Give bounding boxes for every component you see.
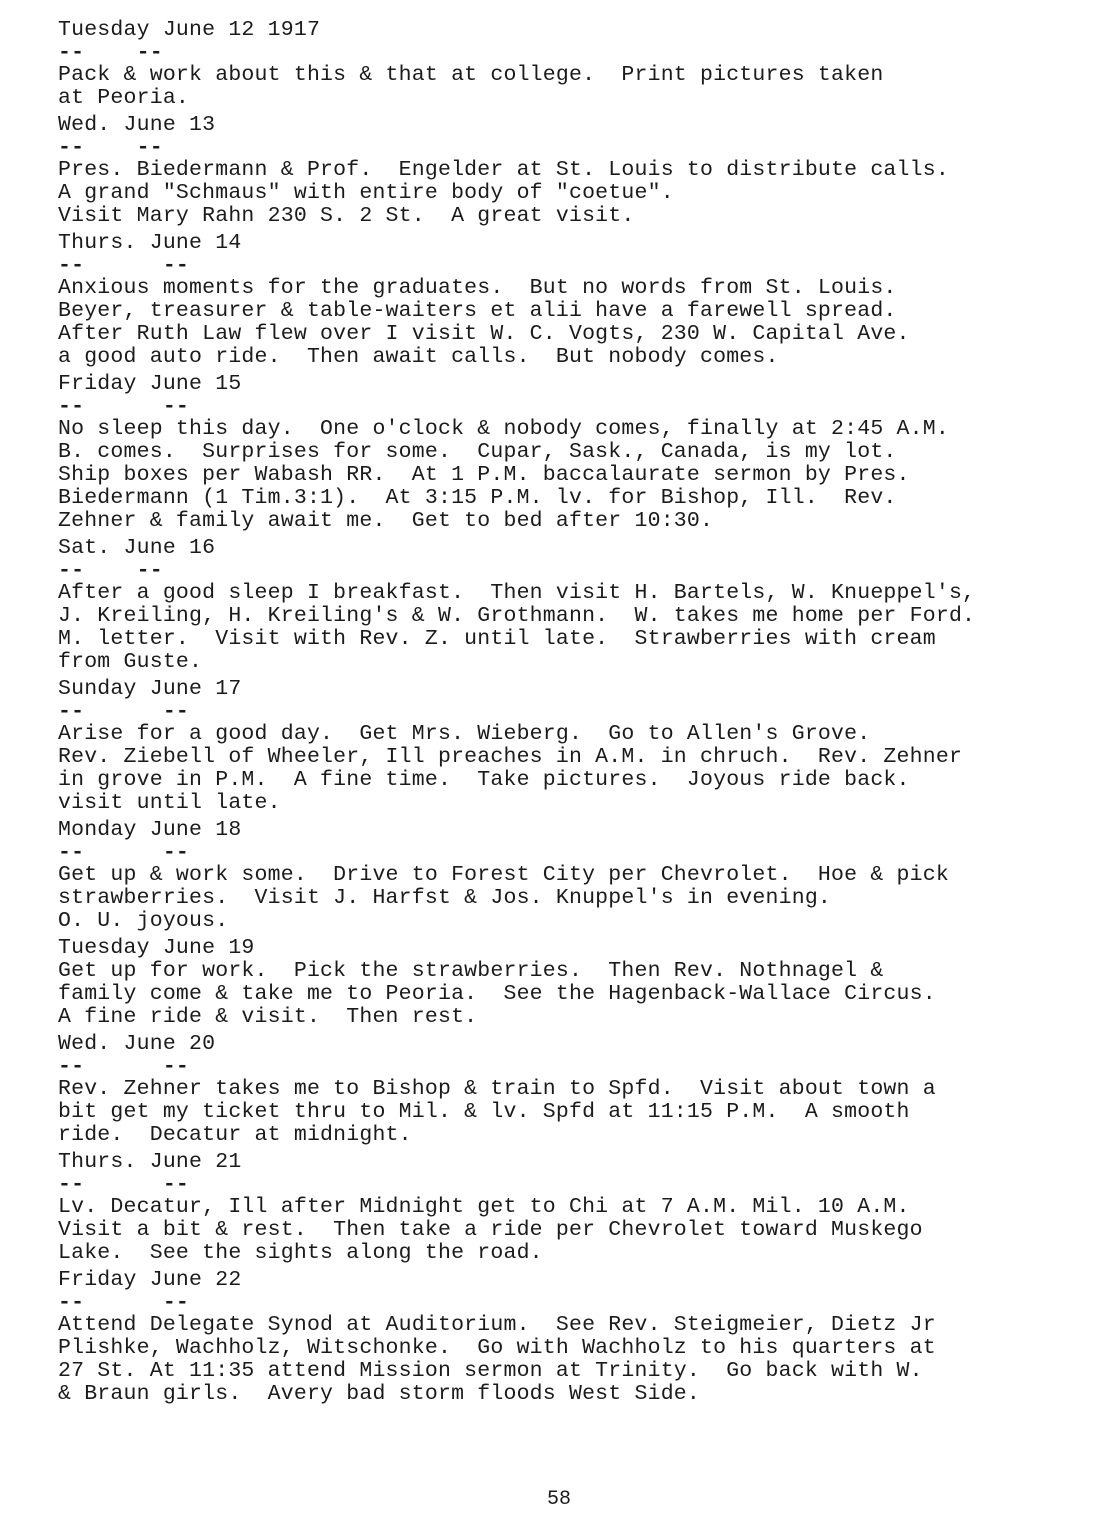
entry-date: Wed. June 20 — [58, 1032, 216, 1056]
diary-entry — [58, 818, 1088, 933]
entry-line: at Peoria. — [58, 86, 190, 110]
entry-line: Plishke, Wachholz, Witschonke. Go with Wachholz to his quarters at — [58, 1336, 936, 1360]
entry-line: Arise for a good day. Get Mrs. Wieberg. Go to Allen's Grove. — [58, 722, 871, 746]
entry-line: strawberries. Visit J. Harfst & Jos. Knuppel's in evening. — [58, 886, 832, 910]
entry-line: No sleep this day. One o'clock & nobody comes, finally at 2:45 A.M. — [58, 417, 949, 441]
entry-date: Wed. June 13 — [58, 113, 216, 137]
entry-underline: -- -- — [58, 254, 190, 278]
entry-line: Get up for work. Pick the strawberries. Then Rev. Nothnagel & — [58, 959, 884, 983]
entry-line: Anxious moments for the graduates. But no words from St. Louis. — [58, 276, 897, 300]
entry-line: Lv. Decatur, Ill after Midnight get to Chi at 7 A.M. Mil. 10 A.M. — [58, 1195, 910, 1219]
entry-date: Friday June 15 — [58, 372, 242, 396]
entry-line: A fine ride & visit. Then rest. — [58, 1005, 478, 1029]
diary-entry — [58, 936, 1088, 1029]
entry-line: After Ruth Law flew over I visit W. C. Vogts, 230 W. Capital Ave. — [58, 322, 910, 346]
entry-line: & Braun girls. Avery bad storm floods West Side. — [58, 1382, 701, 1406]
entry-date: Tuesday June 12 1917 — [58, 18, 321, 42]
entry-line: A grand "Schmaus" with entire body of "coetue". — [58, 181, 674, 205]
entry-line: After a good sleep I breakfast. Then visit H. Bartels, W. Knueppel's, — [58, 581, 976, 605]
entry-line: Lake. See the sights along the road. — [58, 1241, 543, 1265]
entry-underline: -- -- — [58, 559, 163, 583]
entry-date: Thurs. June 14 — [58, 231, 242, 255]
entry-line: Rev. Ziebell of Wheeler, Ill preaches in A.M. in chruch. Rev. Zehner — [58, 745, 963, 769]
page-number: 58 — [546, 1488, 571, 1511]
entry-line: Pack & work about this & that at college. Print pictures taken — [58, 63, 884, 87]
entry-underline: -- -- — [58, 136, 163, 160]
entry-line: B. comes. Surprises for some. Cupar, Sask., Canada, is my lot. — [58, 440, 897, 464]
entry-line: Pres. Biedermann & Prof. Engelder at St. Louis to distribute calls. — [58, 158, 949, 182]
diary-entry — [58, 677, 1088, 815]
entry-underline: -- -- — [58, 841, 190, 865]
diary-entry — [58, 536, 1088, 674]
entry-underline: -- -- — [58, 41, 163, 65]
entry-line: Beyer, treasurer & table-waiters et alii have a farewell spread. — [58, 299, 897, 323]
diary-entry — [58, 18, 1088, 110]
entry-line: visit until late. — [58, 791, 281, 815]
entry-line: from Guste. — [58, 650, 203, 674]
entry-line: M. letter. Visit with Rev. Z. until late. Strawberries with cream — [58, 627, 936, 651]
entry-line: Visit Mary Rahn 230 S. 2 St. A great visit. — [58, 204, 635, 228]
entry-line: in grove in P.M. A fine time. Take pictures. Joyous ride back. — [58, 768, 910, 792]
entry-line: Zehner & family await me. Get to bed after 10:30. — [58, 509, 714, 533]
entry-underline: -- -- — [58, 1291, 190, 1315]
entry-line: family come & take me to Peoria. See the Hagenback-Wallace Circus. — [58, 982, 936, 1006]
entry-line: bit get my ticket thru to Mil. & lv. Spfd at 11:15 P.M. A smooth — [58, 1100, 910, 1124]
entry-underline: -- -- — [58, 1173, 190, 1197]
entry-underline: -- -- — [58, 395, 190, 419]
entry-line: O. U. joyous. — [58, 909, 229, 933]
entry-date: Friday June 22 — [58, 1268, 242, 1292]
entry-line: ride. Decatur at midnight. — [58, 1123, 412, 1147]
diary-entry — [58, 1268, 1088, 1406]
diary-entry — [58, 1032, 1088, 1147]
diary-page — [58, 18, 1088, 1409]
entry-date: Sat. June 16 — [58, 536, 216, 560]
entry-underline: -- -- — [58, 700, 190, 724]
entry-line: Biedermann (1 Tim.3:1). At 3:15 P.M. lv. for Bishop, Ill. Rev. — [58, 486, 897, 510]
entry-line: a good auto ride. Then await calls. But nobody comes. — [58, 345, 779, 369]
diary-entry — [58, 113, 1088, 228]
entry-line: 27 St. At 11:35 attend Mission sermon at Trinity. Go back with W. — [58, 1359, 923, 1383]
entry-date: Monday June 18 — [58, 818, 242, 842]
diary-entry — [58, 372, 1088, 533]
entry-underline: -- -- — [58, 1055, 190, 1079]
entry-line: Ship boxes per Wabash RR. At 1 P.M. baccalaurate sermon by Pres. — [58, 463, 910, 487]
diary-entry — [58, 231, 1088, 369]
diary-entry — [58, 1150, 1088, 1265]
entry-date: Tuesday June 19 — [58, 936, 255, 960]
entry-date: Thurs. June 21 — [58, 1150, 242, 1174]
entry-date: Sunday June 17 — [58, 677, 242, 701]
entry-line: Visit a bit & rest. Then take a ride per Chevrolet toward Muskego — [58, 1218, 923, 1242]
entry-line: Get up & work some. Drive to Forest City per Chevrolet. Hoe & pick — [58, 863, 949, 887]
entry-line: Rev. Zehner takes me to Bishop & train to Spfd. Visit about town a — [58, 1077, 936, 1101]
entry-line: J. Kreiling, H. Kreiling's & W. Grothmann. W. takes me home per Ford. — [58, 604, 976, 628]
entry-line: Attend Delegate Synod at Auditorium. See Rev. Steigmeier, Dietz Jr — [58, 1313, 936, 1337]
